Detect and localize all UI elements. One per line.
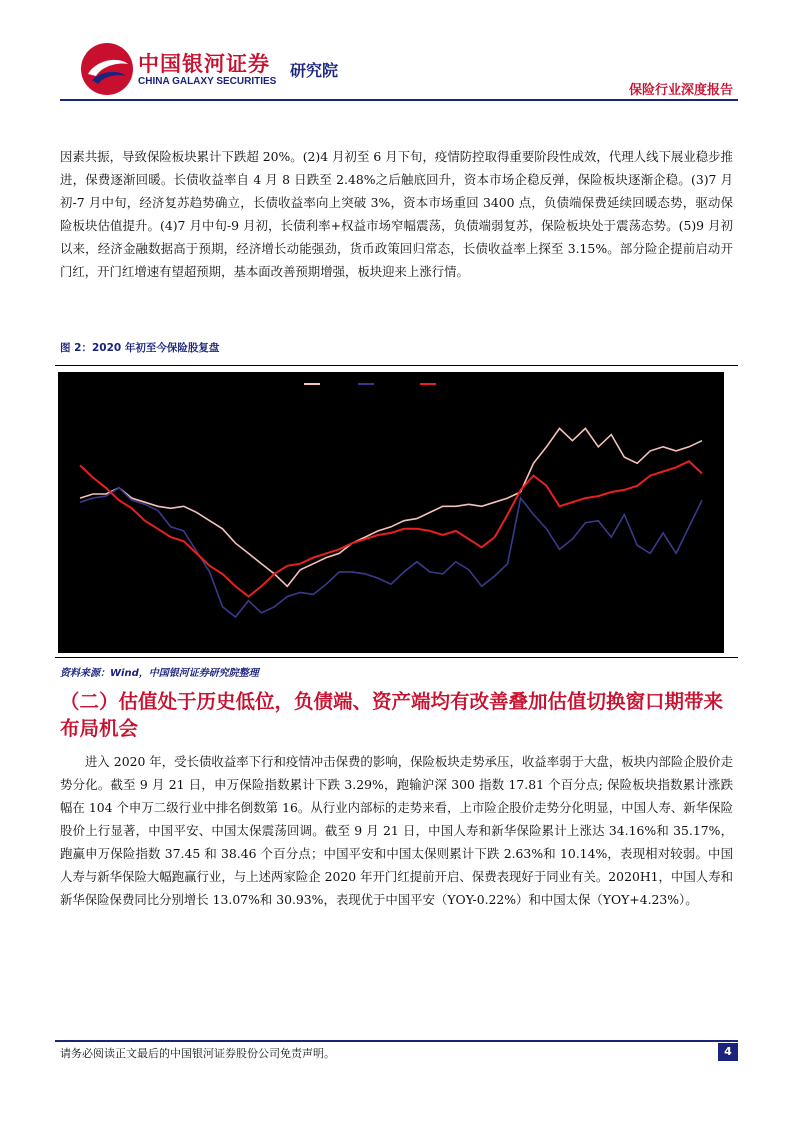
logo-english-name: CHINA GALAXY SECURITIES: [138, 76, 277, 87]
figure-title: 图 2：2020 年初至今保险股复盘: [60, 342, 220, 354]
section-title: （二）估值处于历史低位，负债端、资产端均有改善叠加估值切换窗口期带来布局机会: [60, 690, 724, 740]
report-type: 保险行业深度报告: [628, 83, 733, 98]
page-number: 4: [718, 1043, 738, 1061]
figure-source: 资料来源：Wind，中国银河证券研究院整理: [60, 668, 259, 679]
body-paragraph-1: 因素共振，导致保险板块累计下跌超 20%。(2)4 月初至 6 月下旬，疫情防控取得重要阶段性成效，代理人线下展业稳步推进，保费逐渐回暖。长债收益率自 4 月 8 日跌至 2.48%之后触底回升，资本市场企稳反弹，保险板块逐渐企稳。(3)7 月初-7 月中旬，经济复苏趋势确立，长债收益率向上突破 3%，资本市场重回 3400 点，负债端保费延续回暖态势，驱动保险板块估值提升。(4)7 月中旬-9 月初，长债利率+权益市场窄幅震荡，负债端弱复苏，保险板块处于震荡态势。(5)9 月初以来，经济金融数据高于预期，经济增长动能强劲，货币政策回归常态，长债收益率上探至 3.15%。部分险企提前启动开门红，开门红增速有望超预期，基本面改善预期增强，板块迎来上涨行情。: [60, 149, 733, 279]
series-line-3: [80, 461, 702, 596]
logo-chinese-name: 中国银河证券: [138, 52, 270, 76]
line-chart: [58, 372, 724, 653]
logo-subtitle: 研究院: [290, 61, 339, 80]
series-line-1: [80, 428, 702, 586]
galaxy-logo-icon: [78, 40, 136, 98]
footer-divider: [55, 1040, 738, 1042]
header-divider: [60, 99, 738, 101]
figure-top-rule: [55, 365, 738, 366]
body-paragraph-2: 进入 2020 年，受长债收益率下行和疫情冲击保费的影响，保险板块走势承压，收益率弱于大盘，板块内部险企股价走势分化。截至 9 月 21 日，申万保险指数累计下跌 3.29%，跑输沪深 300 指数 17.81 个百分点; 保险板块指数累计涨跌幅在 104 个申万二级行业中排名倒数第 16。从行业内部标的走势来看，上市险企股价走势分化明显，中国人寿、新华保险股价上行显著，中国平安、中国太保震荡回调。截至 9 月 21 日，中国人寿和新华保险累计上涨达 34.16%和 35.17%，跑赢申万保险指数 37.45 和 38.46 个百分点；中国平安和中国太保则累计下跌 2.63%和 10.14%，表现相对较弱。中国人寿与新华保险大幅跑赢行业，与上述两家险企 2020 年开门红提前开启、保费表现好于同业有关。2020H1，中国人寿和新华保险保费同比分别增长 13.07%和 30.93%，表现优于中国平安（YOY-0.22%）和中国太保（YOY+4.23%）。: [60, 754, 733, 907]
logo: [78, 40, 368, 100]
figure-bottom-rule: [55, 657, 738, 658]
footer-disclaimer: 请务必阅读正文最后的中国银河证券股份公司免责声明。: [60, 1047, 335, 1060]
chart-area: [58, 372, 724, 653]
